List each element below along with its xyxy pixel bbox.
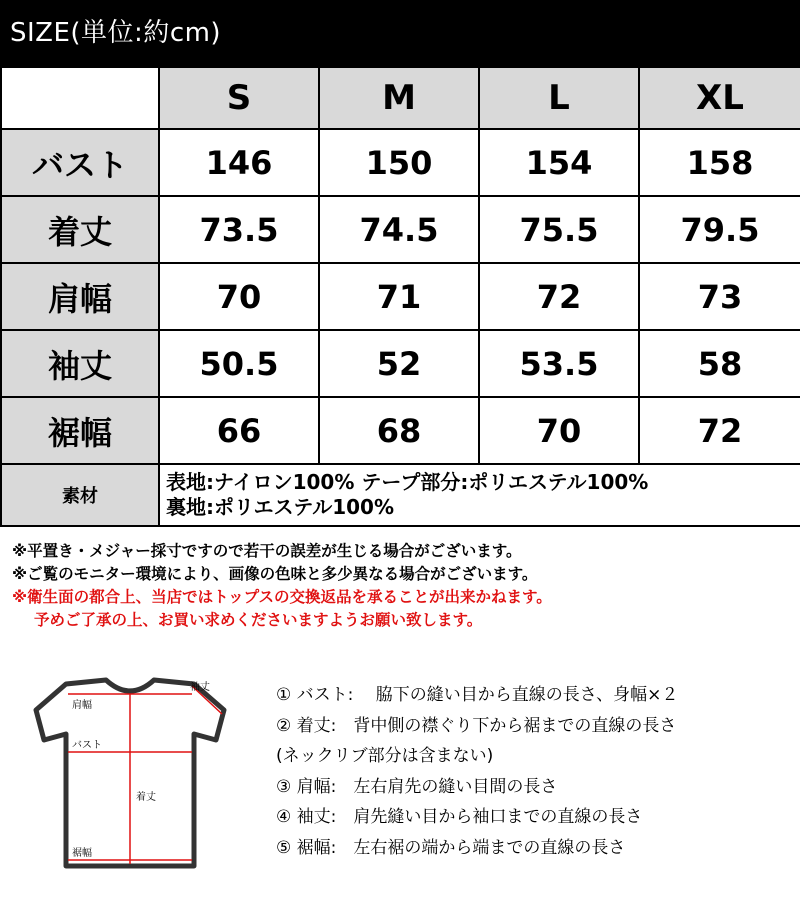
table-cell: 71 (319, 263, 479, 330)
row-label-bust: バスト (1, 129, 159, 196)
table-row-material (1, 464, 800, 526)
material-line-outer: 表地:ナイロン100% テープ部分:ポリエステル100% (166, 470, 649, 494)
legend-item-sleeve: ④ 袖丈: 肩先縫い目から袖口までの直線の長さ (276, 807, 643, 827)
header-corner-cell (1, 67, 159, 129)
table-cell: 53.5 (479, 330, 639, 397)
measurement-legend (276, 680, 796, 863)
legend-item-shoulder: ③ 肩幅: 左右肩先の縫い目間の長さ (276, 776, 558, 797)
table-cell: 52 (319, 330, 479, 397)
row-label-material: 素材 (1, 464, 159, 526)
table-cell: 154 (479, 129, 639, 196)
label-shoulder: 肩幅 (72, 700, 92, 711)
size-title-bar (0, 0, 800, 66)
table-row-bust (1, 129, 800, 196)
table-cell: 75.5 (479, 196, 639, 263)
table-cell: 158 (639, 129, 800, 196)
size-header-s: S (159, 67, 319, 129)
label-sleeve: 袖丈 (190, 682, 210, 693)
table-cell: 150 (319, 129, 479, 196)
table-cell: 58 (639, 330, 800, 397)
tshirt-measurement-diagram (18, 670, 248, 890)
label-bust: バスト (72, 740, 102, 751)
table-row-sleeve (1, 330, 800, 397)
size-title: SIZE(単位:約cm) (10, 18, 222, 48)
table-row-shoulder (1, 263, 800, 330)
table-cell: 79.5 (639, 196, 800, 263)
warning-returns: ※衛生面の都合上、当店ではトップスの交換返品を承ることが出来かねます。 (12, 588, 552, 606)
row-label-hem: 裾幅 (1, 397, 159, 464)
label-hem: 裾幅 (72, 848, 92, 859)
table-cell: 50.5 (159, 330, 319, 397)
table-cell: 70 (479, 397, 639, 464)
material-cell (159, 464, 800, 526)
legend-item-bust: ① バスト: 脇下の縫い目から直線の長さ、身幅×２ (276, 685, 679, 705)
table-cell: 73 (639, 263, 800, 330)
table-cell: 68 (319, 397, 479, 464)
table-row-length (1, 196, 800, 263)
size-table (0, 66, 800, 527)
table-cell: 72 (479, 263, 639, 330)
legend-item-length: ② 着丈: 背中側の襟ぐり下から裾までの直線の長さ (276, 715, 677, 736)
legend-item-hem: ⑤ 裾幅: 左右裾の端から端までの直線の長さ (276, 837, 626, 858)
row-label-shoulder: 肩幅 (1, 263, 159, 330)
label-length: 着丈 (136, 792, 156, 803)
table-row-hem (1, 397, 800, 464)
warning-acknowledge: 予めご了承の上、お買い求めくださいますようお願い致します。 (34, 611, 483, 629)
table-cell: 146 (159, 129, 319, 196)
note-monitor: ※ご覧のモニター環境により、画像の色味と多少異なる場合がございます。 (12, 565, 538, 583)
size-header-xl: XL (639, 67, 800, 129)
table-cell: 74.5 (319, 196, 479, 263)
table-cell: 73.5 (159, 196, 319, 263)
row-label-length: 着丈 (1, 196, 159, 263)
material-line-lining: 裏地:ポリエステル100% (166, 495, 394, 519)
note-measurement: ※平置き・メジャー採寸ですので若干の誤差が生じる場合がございます。 (12, 542, 522, 560)
notes-section (12, 540, 792, 632)
row-label-sleeve: 袖丈 (1, 330, 159, 397)
legend-item-length-note: (ネックリブ部分は含まない) (276, 746, 494, 766)
table-cell: 72 (639, 397, 800, 464)
size-header-m: M (319, 67, 479, 129)
table-cell: 70 (159, 263, 319, 330)
size-header-row (1, 67, 800, 129)
size-header-l: L (479, 67, 639, 129)
table-cell: 66 (159, 397, 319, 464)
